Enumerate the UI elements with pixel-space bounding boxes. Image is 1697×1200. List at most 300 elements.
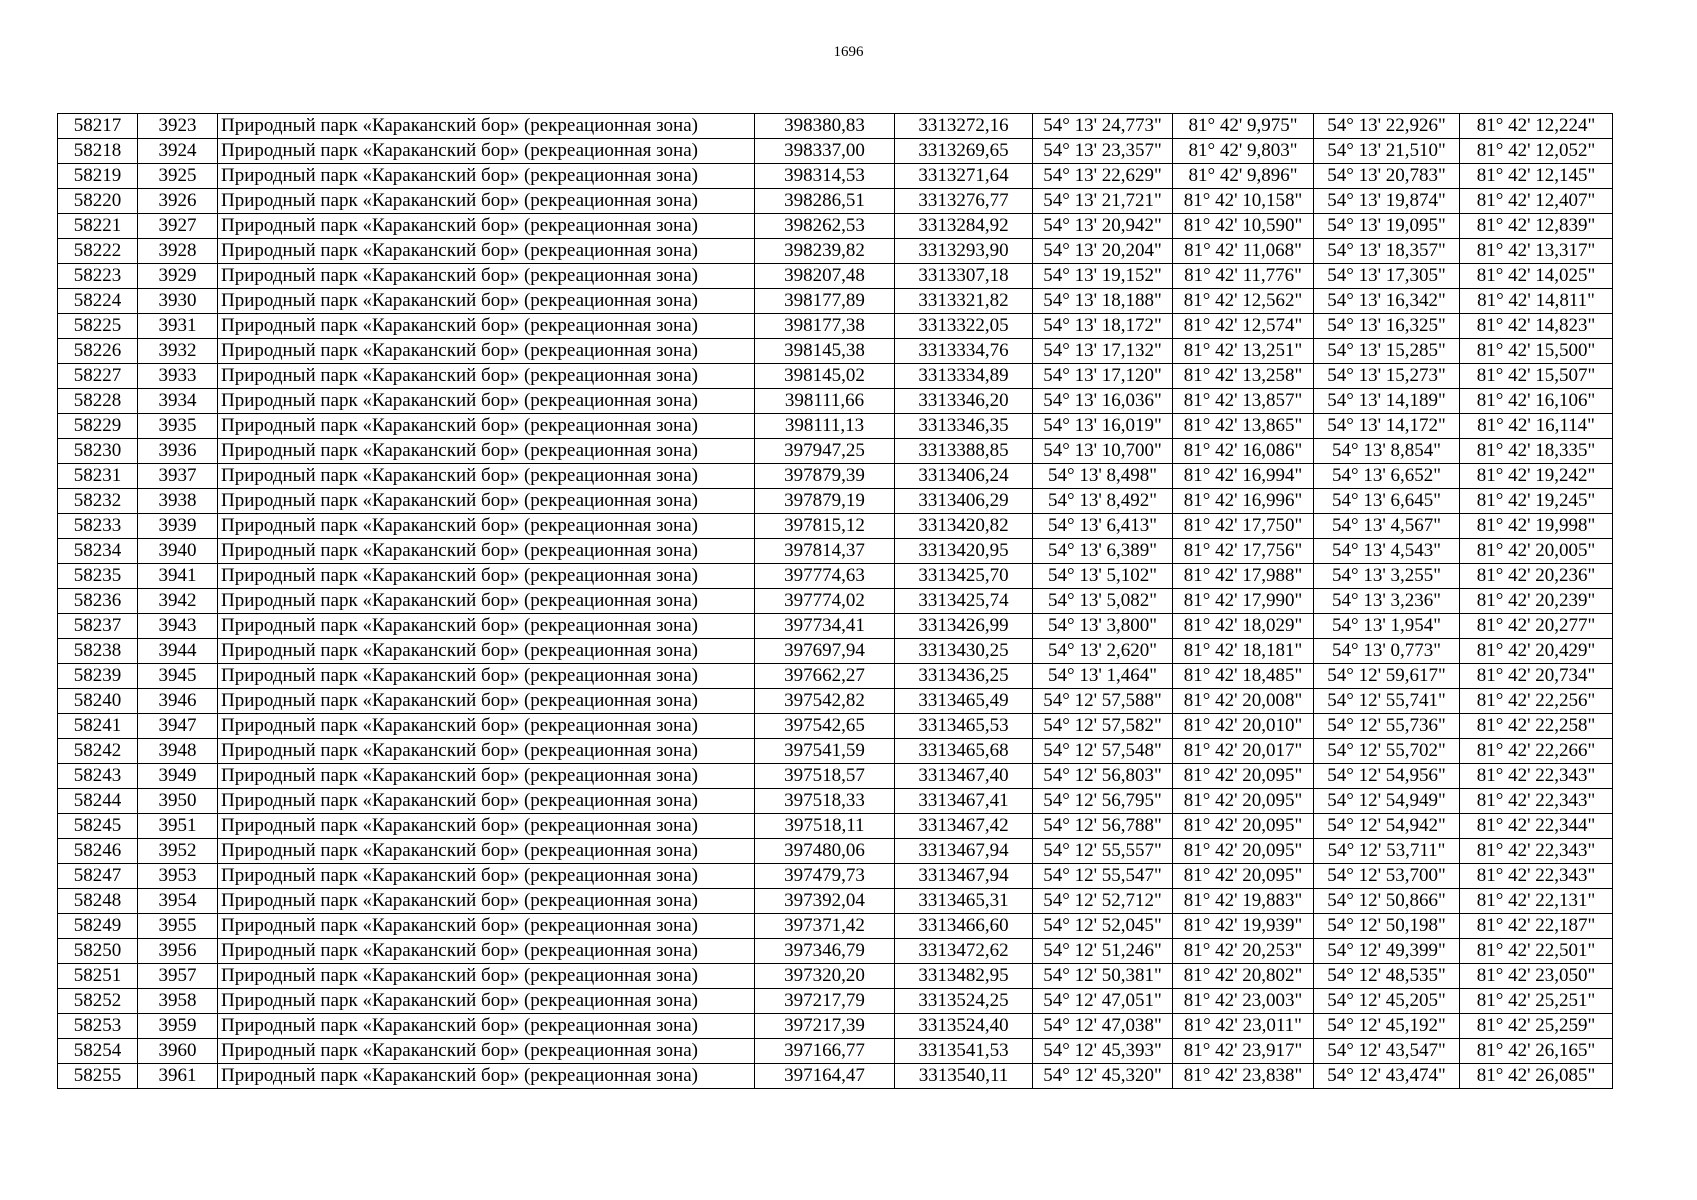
row-number-cell: 58239 [58, 664, 138, 689]
latitude-2-cell: 54° 12' 45,192" [1314, 1014, 1460, 1039]
latitude-1-cell: 54° 13' 6,389" [1033, 539, 1173, 564]
point-number-cell: 3938 [138, 489, 218, 514]
longitude-1-cell: 81° 42' 9,803" [1173, 139, 1314, 164]
x-coordinate-cell: 398145,02 [755, 364, 895, 389]
zone-name-cell: Природный парк «Караканский бор» (рекреационная зона) [218, 514, 755, 539]
row-number-cell: 58235 [58, 564, 138, 589]
longitude-2-cell: 81° 42' 12,407" [1460, 189, 1613, 214]
y-coordinate-cell: 3313524,40 [895, 1014, 1033, 1039]
longitude-1-cell: 81° 42' 19,883" [1173, 889, 1314, 914]
zone-name-cell: Природный парк «Караканский бор» (рекреационная зона) [218, 1039, 755, 1064]
table-row [58, 714, 1613, 739]
latitude-2-cell: 54° 12' 45,205" [1314, 989, 1460, 1014]
x-coordinate-cell: 397814,37 [755, 539, 895, 564]
x-coordinate-cell: 397947,25 [755, 439, 895, 464]
longitude-2-cell: 81° 42' 12,224" [1460, 114, 1613, 139]
table-row [58, 564, 1613, 589]
longitude-2-cell: 81° 42' 25,251" [1460, 989, 1613, 1014]
y-coordinate-cell: 3313293,90 [895, 239, 1033, 264]
latitude-1-cell: 54° 12' 50,381" [1033, 964, 1173, 989]
latitude-1-cell: 54° 13' 19,152" [1033, 264, 1173, 289]
latitude-2-cell: 54° 13' 4,567" [1314, 514, 1460, 539]
zone-name-cell: Природный парк «Караканский бор» (рекреационная зона) [218, 389, 755, 414]
latitude-1-cell: 54° 13' 5,102" [1033, 564, 1173, 589]
x-coordinate-cell: 397697,94 [755, 639, 895, 664]
row-number-cell: 58236 [58, 589, 138, 614]
page-number: 1696 [833, 44, 864, 60]
latitude-1-cell: 54° 13' 18,172" [1033, 314, 1173, 339]
row-number-cell: 58237 [58, 614, 138, 639]
y-coordinate-cell: 3313321,82 [895, 289, 1033, 314]
longitude-1-cell: 81° 42' 17,988" [1173, 564, 1314, 589]
x-coordinate-cell: 397879,19 [755, 489, 895, 514]
latitude-1-cell: 54° 12' 56,795" [1033, 789, 1173, 814]
longitude-1-cell: 81° 42' 23,011" [1173, 1014, 1314, 1039]
row-number-cell: 58240 [58, 689, 138, 714]
point-number-cell: 3944 [138, 639, 218, 664]
longitude-1-cell: 81° 42' 19,939" [1173, 914, 1314, 939]
row-number-cell: 58247 [58, 864, 138, 889]
row-number-cell: 58244 [58, 789, 138, 814]
row-number-cell: 58223 [58, 264, 138, 289]
point-number-cell: 3956 [138, 939, 218, 964]
latitude-1-cell: 54° 13' 17,120" [1033, 364, 1173, 389]
zone-name-cell: Природный парк «Караканский бор» (рекреационная зона) [218, 739, 755, 764]
table-row [58, 314, 1613, 339]
zone-name-cell: Природный парк «Караканский бор» (рекреационная зона) [218, 539, 755, 564]
point-number-cell: 3959 [138, 1014, 218, 1039]
latitude-1-cell: 54° 13' 17,132" [1033, 339, 1173, 364]
zone-name-cell: Природный парк «Караканский бор» (рекреационная зона) [218, 464, 755, 489]
longitude-2-cell: 81° 42' 22,343" [1460, 839, 1613, 864]
latitude-2-cell: 54° 13' 16,342" [1314, 289, 1460, 314]
x-coordinate-cell: 397734,41 [755, 614, 895, 639]
table-row [58, 889, 1613, 914]
longitude-1-cell: 81° 42' 17,756" [1173, 539, 1314, 564]
longitude-2-cell: 81° 42' 19,998" [1460, 514, 1613, 539]
y-coordinate-cell: 3313388,85 [895, 439, 1033, 464]
x-coordinate-cell: 398262,53 [755, 214, 895, 239]
y-coordinate-cell: 3313465,53 [895, 714, 1033, 739]
x-coordinate-cell: 398111,13 [755, 414, 895, 439]
row-number-cell: 58233 [58, 514, 138, 539]
table-row [58, 964, 1613, 989]
longitude-2-cell: 81° 42' 15,500" [1460, 339, 1613, 364]
zone-name-cell: Природный парк «Караканский бор» (рекреационная зона) [218, 564, 755, 589]
longitude-1-cell: 81° 42' 11,776" [1173, 264, 1314, 289]
zone-name-cell: Природный парк «Караканский бор» (рекреационная зона) [218, 989, 755, 1014]
latitude-2-cell: 54° 13' 17,305" [1314, 264, 1460, 289]
longitude-2-cell: 81° 42' 26,165" [1460, 1039, 1613, 1064]
table-row [58, 289, 1613, 314]
longitude-2-cell: 81° 42' 20,734" [1460, 664, 1613, 689]
latitude-1-cell: 54° 13' 24,773" [1033, 114, 1173, 139]
point-number-cell: 3930 [138, 289, 218, 314]
zone-name-cell: Природный парк «Караканский бор» (рекреационная зона) [218, 439, 755, 464]
latitude-2-cell: 54° 13' 15,273" [1314, 364, 1460, 389]
latitude-1-cell: 54° 12' 45,320" [1033, 1064, 1173, 1089]
x-coordinate-cell: 397217,39 [755, 1014, 895, 1039]
longitude-1-cell: 81° 42' 12,562" [1173, 289, 1314, 314]
zone-name-cell: Природный парк «Караканский бор» (рекреационная зона) [218, 839, 755, 864]
y-coordinate-cell: 3313307,18 [895, 264, 1033, 289]
point-number-cell: 3952 [138, 839, 218, 864]
y-coordinate-cell: 3313346,35 [895, 414, 1033, 439]
zone-name-cell: Природный парк «Караканский бор» (рекреационная зона) [218, 239, 755, 264]
latitude-1-cell: 54° 12' 55,557" [1033, 839, 1173, 864]
latitude-2-cell: 54° 13' 18,357" [1314, 239, 1460, 264]
latitude-1-cell: 54° 13' 3,800" [1033, 614, 1173, 639]
latitude-2-cell: 54° 13' 6,645" [1314, 489, 1460, 514]
longitude-1-cell: 81° 42' 13,857" [1173, 389, 1314, 414]
point-number-cell: 3931 [138, 314, 218, 339]
x-coordinate-cell: 398380,83 [755, 114, 895, 139]
latitude-1-cell: 54° 12' 57,582" [1033, 714, 1173, 739]
table-row [58, 639, 1613, 664]
row-number-cell: 58219 [58, 164, 138, 189]
y-coordinate-cell: 3313420,95 [895, 539, 1033, 564]
longitude-2-cell: 81° 42' 23,050" [1460, 964, 1613, 989]
longitude-2-cell: 81° 42' 22,266" [1460, 739, 1613, 764]
zone-name-cell: Природный парк «Караканский бор» (рекреационная зона) [218, 1064, 755, 1089]
longitude-1-cell: 81° 42' 10,158" [1173, 189, 1314, 214]
point-number-cell: 3933 [138, 364, 218, 389]
point-number-cell: 3936 [138, 439, 218, 464]
table-row [58, 1014, 1613, 1039]
zone-name-cell: Природный парк «Караканский бор» (рекреационная зона) [218, 764, 755, 789]
table-row [58, 814, 1613, 839]
zone-name-cell: Природный парк «Караканский бор» (рекреационная зона) [218, 614, 755, 639]
zone-name-cell: Природный парк «Караканский бор» (рекреационная зона) [218, 489, 755, 514]
point-number-cell: 3929 [138, 264, 218, 289]
latitude-1-cell: 54° 13' 8,492" [1033, 489, 1173, 514]
longitude-2-cell: 81° 42' 20,239" [1460, 589, 1613, 614]
x-coordinate-cell: 398177,38 [755, 314, 895, 339]
x-coordinate-cell: 398207,48 [755, 264, 895, 289]
zone-name-cell: Природный парк «Караканский бор» (рекреационная зона) [218, 864, 755, 889]
x-coordinate-cell: 398177,89 [755, 289, 895, 314]
zone-name-cell: Природный парк «Караканский бор» (рекреационная зона) [218, 214, 755, 239]
x-coordinate-cell: 397774,02 [755, 589, 895, 614]
row-number-cell: 58248 [58, 889, 138, 914]
latitude-2-cell: 54° 12' 49,399" [1314, 939, 1460, 964]
longitude-1-cell: 81° 42' 20,095" [1173, 839, 1314, 864]
point-number-cell: 3940 [138, 539, 218, 564]
latitude-1-cell: 54° 12' 45,393" [1033, 1039, 1173, 1064]
y-coordinate-cell: 3313426,99 [895, 614, 1033, 639]
longitude-2-cell: 81° 42' 25,259" [1460, 1014, 1613, 1039]
longitude-1-cell: 81° 42' 9,896" [1173, 164, 1314, 189]
point-number-cell: 3948 [138, 739, 218, 764]
y-coordinate-cell: 3313465,68 [895, 739, 1033, 764]
x-coordinate-cell: 398286,51 [755, 189, 895, 214]
table-row [58, 589, 1613, 614]
y-coordinate-cell: 3313271,64 [895, 164, 1033, 189]
longitude-2-cell: 81° 42' 14,823" [1460, 314, 1613, 339]
x-coordinate-cell: 397479,73 [755, 864, 895, 889]
table-row [58, 614, 1613, 639]
latitude-1-cell: 54° 13' 16,036" [1033, 389, 1173, 414]
latitude-2-cell: 54° 13' 4,543" [1314, 539, 1460, 564]
row-number-cell: 58251 [58, 964, 138, 989]
latitude-2-cell: 54° 12' 54,949" [1314, 789, 1460, 814]
latitude-1-cell: 54° 12' 47,051" [1033, 989, 1173, 1014]
latitude-1-cell: 54° 12' 47,038" [1033, 1014, 1173, 1039]
longitude-1-cell: 81° 42' 20,095" [1173, 764, 1314, 789]
point-number-cell: 3954 [138, 889, 218, 914]
y-coordinate-cell: 3313334,89 [895, 364, 1033, 389]
latitude-1-cell: 54° 13' 2,620" [1033, 639, 1173, 664]
longitude-2-cell: 81° 42' 16,106" [1460, 389, 1613, 414]
row-number-cell: 58227 [58, 364, 138, 389]
latitude-1-cell: 54° 12' 55,547" [1033, 864, 1173, 889]
latitude-1-cell: 54° 12' 52,712" [1033, 889, 1173, 914]
table-row [58, 489, 1613, 514]
longitude-1-cell: 81° 42' 11,068" [1173, 239, 1314, 264]
longitude-1-cell: 81° 42' 12,574" [1173, 314, 1314, 339]
point-number-cell: 3945 [138, 664, 218, 689]
point-number-cell: 3935 [138, 414, 218, 439]
zone-name-cell: Природный парк «Караканский бор» (рекреационная зона) [218, 139, 755, 164]
table-row [58, 364, 1613, 389]
y-coordinate-cell: 3313425,74 [895, 589, 1033, 614]
latitude-1-cell: 54° 12' 52,045" [1033, 914, 1173, 939]
x-coordinate-cell: 397518,57 [755, 764, 895, 789]
latitude-2-cell: 54° 12' 53,700" [1314, 864, 1460, 889]
longitude-2-cell: 81° 42' 12,839" [1460, 214, 1613, 239]
longitude-1-cell: 81° 42' 20,008" [1173, 689, 1314, 714]
longitude-2-cell: 81° 42' 20,429" [1460, 639, 1613, 664]
latitude-1-cell: 54° 13' 23,357" [1033, 139, 1173, 164]
table-row [58, 389, 1613, 414]
row-number-cell: 58221 [58, 214, 138, 239]
zone-name-cell: Природный парк «Караканский бор» (рекреационная зона) [218, 964, 755, 989]
y-coordinate-cell: 3313425,70 [895, 564, 1033, 589]
row-number-cell: 58255 [58, 1064, 138, 1089]
row-number-cell: 58230 [58, 439, 138, 464]
y-coordinate-cell: 3313467,40 [895, 764, 1033, 789]
longitude-1-cell: 81° 42' 13,251" [1173, 339, 1314, 364]
y-coordinate-cell: 3313465,49 [895, 689, 1033, 714]
latitude-1-cell: 54° 13' 20,942" [1033, 214, 1173, 239]
y-coordinate-cell: 3313284,92 [895, 214, 1033, 239]
latitude-2-cell: 54° 12' 48,535" [1314, 964, 1460, 989]
row-number-cell: 58254 [58, 1039, 138, 1064]
point-number-cell: 3951 [138, 814, 218, 839]
point-number-cell: 3943 [138, 614, 218, 639]
x-coordinate-cell: 397392,04 [755, 889, 895, 914]
table-row [58, 764, 1613, 789]
table-row [58, 514, 1613, 539]
y-coordinate-cell: 3313467,94 [895, 839, 1033, 864]
y-coordinate-cell: 3313430,25 [895, 639, 1033, 664]
zone-name-cell: Природный парк «Караканский бор» (рекреационная зона) [218, 164, 755, 189]
longitude-1-cell: 81° 42' 20,253" [1173, 939, 1314, 964]
latitude-1-cell: 54° 12' 57,548" [1033, 739, 1173, 764]
latitude-1-cell: 54° 13' 22,629" [1033, 164, 1173, 189]
longitude-2-cell: 81° 42' 16,114" [1460, 414, 1613, 439]
latitude-1-cell: 54° 13' 20,204" [1033, 239, 1173, 264]
y-coordinate-cell: 3313346,20 [895, 389, 1033, 414]
row-number-cell: 58249 [58, 914, 138, 939]
point-number-cell: 3947 [138, 714, 218, 739]
row-number-cell: 58228 [58, 389, 138, 414]
point-number-cell: 3958 [138, 989, 218, 1014]
longitude-2-cell: 81° 42' 22,343" [1460, 864, 1613, 889]
y-coordinate-cell: 3313467,94 [895, 864, 1033, 889]
x-coordinate-cell: 398145,38 [755, 339, 895, 364]
longitude-1-cell: 81° 42' 10,590" [1173, 214, 1314, 239]
point-number-cell: 3937 [138, 464, 218, 489]
y-coordinate-cell: 3313276,77 [895, 189, 1033, 214]
table-row [58, 739, 1613, 764]
row-number-cell: 58225 [58, 314, 138, 339]
point-number-cell: 3946 [138, 689, 218, 714]
latitude-2-cell: 54° 12' 54,956" [1314, 764, 1460, 789]
table-row [58, 339, 1613, 364]
longitude-2-cell: 81° 42' 18,335" [1460, 439, 1613, 464]
table-row [58, 689, 1613, 714]
longitude-1-cell: 81° 42' 18,181" [1173, 639, 1314, 664]
longitude-1-cell: 81° 42' 20,095" [1173, 789, 1314, 814]
latitude-2-cell: 54° 13' 19,874" [1314, 189, 1460, 214]
x-coordinate-cell: 397518,11 [755, 814, 895, 839]
point-number-cell: 3932 [138, 339, 218, 364]
longitude-2-cell: 81° 42' 19,242" [1460, 464, 1613, 489]
row-number-cell: 58250 [58, 939, 138, 964]
zone-name-cell: Природный парк «Караканский бор» (рекреационная зона) [218, 1014, 755, 1039]
latitude-2-cell: 54° 13' 14,172" [1314, 414, 1460, 439]
latitude-1-cell: 54° 12' 56,803" [1033, 764, 1173, 789]
zone-name-cell: Природный парк «Караканский бор» (рекреационная зона) [218, 364, 755, 389]
point-number-cell: 3957 [138, 964, 218, 989]
longitude-2-cell: 81° 42' 15,507" [1460, 364, 1613, 389]
y-coordinate-cell: 3313420,82 [895, 514, 1033, 539]
table-row [58, 239, 1613, 264]
row-number-cell: 58220 [58, 189, 138, 214]
latitude-2-cell: 54° 12' 50,198" [1314, 914, 1460, 939]
y-coordinate-cell: 3313472,62 [895, 939, 1033, 964]
longitude-1-cell: 81° 42' 17,990" [1173, 589, 1314, 614]
longitude-1-cell: 81° 42' 13,258" [1173, 364, 1314, 389]
longitude-1-cell: 81° 42' 16,994" [1173, 464, 1314, 489]
longitude-1-cell: 81° 42' 9,975" [1173, 114, 1314, 139]
point-number-cell: 3939 [138, 514, 218, 539]
longitude-2-cell: 81° 42' 22,344" [1460, 814, 1613, 839]
table-row [58, 414, 1613, 439]
coordinates-table [57, 113, 1613, 1089]
longitude-2-cell: 81° 42' 22,343" [1460, 789, 1613, 814]
latitude-2-cell: 54° 12' 50,866" [1314, 889, 1460, 914]
latitude-1-cell: 54° 12' 57,588" [1033, 689, 1173, 714]
y-coordinate-cell: 3313466,60 [895, 914, 1033, 939]
latitude-2-cell: 54° 13' 3,236" [1314, 589, 1460, 614]
latitude-2-cell: 54° 13' 15,285" [1314, 339, 1460, 364]
row-number-cell: 58243 [58, 764, 138, 789]
row-number-cell: 58253 [58, 1014, 138, 1039]
zone-name-cell: Природный парк «Караканский бор» (рекреационная зона) [218, 889, 755, 914]
latitude-2-cell: 54° 13' 20,783" [1314, 164, 1460, 189]
zone-name-cell: Природный парк «Караканский бор» (рекреационная зона) [218, 314, 755, 339]
latitude-2-cell: 54° 12' 55,702" [1314, 739, 1460, 764]
y-coordinate-cell: 3313540,11 [895, 1064, 1033, 1089]
row-number-cell: 58242 [58, 739, 138, 764]
latitude-1-cell: 54° 13' 10,700" [1033, 439, 1173, 464]
latitude-1-cell: 54° 13' 16,019" [1033, 414, 1173, 439]
zone-name-cell: Природный парк «Караканский бор» (рекреационная зона) [218, 589, 755, 614]
x-coordinate-cell: 397217,79 [755, 989, 895, 1014]
table-row [58, 939, 1613, 964]
x-coordinate-cell: 398337,00 [755, 139, 895, 164]
longitude-2-cell: 81° 42' 20,236" [1460, 564, 1613, 589]
row-number-cell: 58222 [58, 239, 138, 264]
y-coordinate-cell: 3313334,76 [895, 339, 1033, 364]
longitude-2-cell: 81° 42' 14,811" [1460, 289, 1613, 314]
latitude-2-cell: 54° 13' 3,255" [1314, 564, 1460, 589]
x-coordinate-cell: 398239,82 [755, 239, 895, 264]
latitude-2-cell: 54° 13' 8,854" [1314, 439, 1460, 464]
table-row [58, 164, 1613, 189]
point-number-cell: 3924 [138, 139, 218, 164]
longitude-1-cell: 81° 42' 20,095" [1173, 814, 1314, 839]
x-coordinate-cell: 397320,20 [755, 964, 895, 989]
latitude-2-cell: 54° 13' 0,773" [1314, 639, 1460, 664]
latitude-2-cell: 54° 13' 22,926" [1314, 114, 1460, 139]
longitude-1-cell: 81° 42' 18,485" [1173, 664, 1314, 689]
y-coordinate-cell: 3313467,41 [895, 789, 1033, 814]
longitude-2-cell: 81° 42' 13,317" [1460, 239, 1613, 264]
table-row [58, 539, 1613, 564]
longitude-1-cell: 81° 42' 23,917" [1173, 1039, 1314, 1064]
table-row [58, 664, 1613, 689]
zone-name-cell: Природный парк «Караканский бор» (рекреационная зона) [218, 414, 755, 439]
table-body [58, 114, 1613, 1089]
zone-name-cell: Природный парк «Караканский бор» (рекреационная зона) [218, 689, 755, 714]
latitude-2-cell: 54° 13' 1,954" [1314, 614, 1460, 639]
x-coordinate-cell: 397166,77 [755, 1039, 895, 1064]
latitude-1-cell: 54° 13' 1,464" [1033, 664, 1173, 689]
table-row [58, 789, 1613, 814]
latitude-1-cell: 54° 13' 21,721" [1033, 189, 1173, 214]
point-number-cell: 3949 [138, 764, 218, 789]
row-number-cell: 58218 [58, 139, 138, 164]
y-coordinate-cell: 3313269,65 [895, 139, 1033, 164]
longitude-2-cell: 81° 42' 22,501" [1460, 939, 1613, 964]
point-number-cell: 3927 [138, 214, 218, 239]
table-row [58, 214, 1613, 239]
row-number-cell: 58226 [58, 339, 138, 364]
zone-name-cell: Природный парк «Караканский бор» (рекреационная зона) [218, 639, 755, 664]
table-row [58, 839, 1613, 864]
latitude-2-cell: 54° 12' 59,617" [1314, 664, 1460, 689]
y-coordinate-cell: 3313482,95 [895, 964, 1033, 989]
x-coordinate-cell: 397542,65 [755, 714, 895, 739]
x-coordinate-cell: 397879,39 [755, 464, 895, 489]
x-coordinate-cell: 397542,82 [755, 689, 895, 714]
point-number-cell: 3950 [138, 789, 218, 814]
longitude-1-cell: 81° 42' 20,010" [1173, 714, 1314, 739]
latitude-2-cell: 54° 13' 16,325" [1314, 314, 1460, 339]
x-coordinate-cell: 398111,66 [755, 389, 895, 414]
table-row [58, 914, 1613, 939]
latitude-1-cell: 54° 13' 8,498" [1033, 464, 1173, 489]
row-number-cell: 58245 [58, 814, 138, 839]
point-number-cell: 3960 [138, 1039, 218, 1064]
longitude-2-cell: 81° 42' 20,277" [1460, 614, 1613, 639]
table-row [58, 864, 1613, 889]
latitude-1-cell: 54° 12' 51,246" [1033, 939, 1173, 964]
longitude-1-cell: 81° 42' 20,017" [1173, 739, 1314, 764]
